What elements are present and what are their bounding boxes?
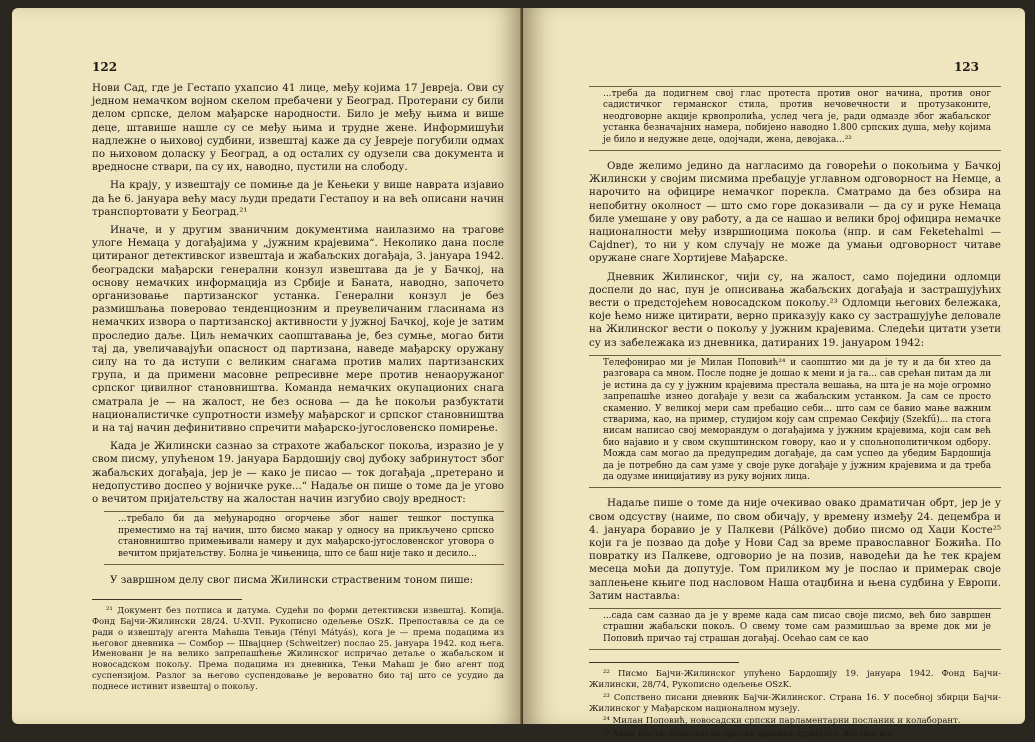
block-quote: Телефонирао ми је Милан Поповић²⁴ и саопштио ми да је ту и да би хтео да разговара са мном. После подне је дошао к мени и ја га... сав срећан питам да ли је истина да су у јужним крајевима престала вешања, на шта је на моје огромно запрепашће изнео догађаје у вези са жабаљским устанком. Ја сам се просто скаменио. У великој мери сам пребацио себи... што сам се бавио мање важним стварима, као, на пример, студијом коју сам спремао Секфију (Szekfű)... па стога нисам написао свој меморандум о догађајима у јужним крајевима, који сам већ био најавио и у свом скупштинском говору, као и у спољнополитичком одбору. Можда сам могао да предупредим догађаје, да сам успео да убедим Бардошија да је потребно да сам узме у своје руке догађаје у јужним крајевима и да треба да одузме иницијативу из руку војних лица.: [589, 355, 1001, 488]
footnote: ²² Писмо Бајчи-Жилинског упућено Бардошију 19. јануара 1942. Фонд Бајчи-Жилински, 28/74, Рукописно одељење OSzK.: [589, 669, 1001, 690]
block-quote: ...сада сам сазнао да је у време када сам писао своје писмо, већ био завршен страшни жабаљски покољ. О свему томе сам размишљао за време док ми је Поповић причао тај страшан догађај. Осећао сам се као: [589, 608, 1001, 650]
paragraph: Надаље пише о томе да није очекивао овако драматичан обрт, јер је у свом одсуству (наиме, по свом обичају, у времену између 24. децембра и 4. јануара боравио је у Палкеви (Pálköve) добио писмо од Хаџи Косте²⁵ који га је позвао да дође у Нови Сад за време православног Божића. По повратку из Палкеве, одговорио је на позив, наводећи да ће тек крајем месеца моћи да допутује. Том приликом му је послао и примерак своје заплењене књиге под насловом Нашa отаџбина и њена судбина у Европи. Затим наставља:: [589, 497, 1001, 602]
footnote: ²¹ Документ без потписа и датума. Судећи по форми детективски извештај. Копија. Фонд Бајчи-Жилински 28/24. U-XVII. Рукописно одељење OSzK. Препостављa се да се ради о извештају агента Маћаша Тењија (Tényi Mátyás), кога је — према подацима из његовог дневника — Сомбор — Швајцнер (Schweitzer) послао 25. јануара 1942. код њега. Именовани је на велико запрепашћење Жилинског испричао детаље о жабаљском и новосадском покољу. Према подацима из дневника, Тењи Маћаш је био агент под суспензијом. Разлог за његово суспендовање је вероватно био тај што се усудио да поднесе истинит извештај о покољу.: [92, 606, 504, 692]
footnote: ²⁵ Хаџи Коста, новосадски српски адвокат, пријатељ Жилинског.: [603, 729, 897, 740]
right-page: [523, 8, 1025, 740]
paragraph: Дневник Жилинског, чији су, на жалост, само поједини одломци доспели до нас, пун је описивања жабаљских догађаја и застрашујућих вести о предстојећем новосадском покољу.²³ Одломци његових бележака, које ћемо ниже цитирати, верно приказују како су застрашујуће деловале на Жилинског вести о покољу у јужним крајевима. Следећи цитати узети су из забележака из дневника, датираних 19. јануаром 1942:: [589, 270, 1001, 349]
right-page-content: [589, 60, 1001, 742]
left-page-content: [92, 60, 504, 695]
paragraph: Овде желимо једино да нагласимо да говорећи о покољима у Бачкој Жилински у својим писмима пребацује углавном одговорност на Немце, а нарочито на официре немачког порекла. Сматрамо да без обзира на непобитну околност — што смо горе доказивали — да су и руке Немаца биле умешане у ову работу, а да се нашао и велики број официра немачке националности међу извршиоцима покоља (нпр. и сам Feketehalmi — Cajdner), то ни у ком случају не може да умањи одговорност читаве оружане снаге Хортијеве Мађарске.: [589, 160, 1001, 265]
paragraph: Нови Сад, где је Гестапо ухапсио 41 лице, међу којима 17 Јевреја. Ови су једном немачком војном скелом пребачени у Београд. Протерани су били делом српске, делом мађарске народности. Било је међу њима и више деце, штавише нашле су се међу њима и трудне жене. Информишући надлежне о њиховој судбини, извештај каже да су Јевреје погубили одмах по њиховом доласку у Београд, а од осталих су одузели сва документа и вредносне ствари, па су их, наводно, пустили на слободу.: [92, 82, 504, 174]
paragraph: Иначе, и у другим званичним документима наилазимо на трагове улоге Немаца у догађајима у „јужним крајевима“. Неколико дана после цитираног детективског извештаја и жабаљских догађаја, 3. јануара 1942. београдски мађарски генерални конзул извештава да је у Бачкој, на основу немачких информација из Србије и Баната, наводно, започето организовање партизанског устанка. Генерални конзул је без размишљања поверовао тенденциозним и преувеличаним гласинама из немачких извора о партизанској активности у јужној Бачкој, које је затим проследио даље. Циљ немачких саопштавања је, без сумње, могао бити тај да, увеличавајући опасност од партизана, наведе мађарску оружану силу на то да иступи с великим снагама против малих партизанских група, и да примени масовне репресивне мере против ненаоружаног српског цивилног становништва. Команда немачких окупационих снага сматрала је — на жалост, не без основа — да ће покољи разбуктати националистичке супротности између мађарског и српског становништва и на тај начин дефинитивно спречити мађарско-југословенско помирење.: [92, 224, 504, 435]
footnote-rule: [589, 662, 739, 663]
paragraph: На крају, у извештају се помиње да је Кењеки у више наврата изјавио да ће 6. јануара већу масу људи предати Гестапоу и на већ описани начин транспортовати у Београд.²¹: [92, 179, 504, 218]
footnote-rule: [92, 599, 242, 600]
footnote: ²³ Сопствено писани дневник Бајчи-Жилинског. Страна 16. У посебној збирци Бајчи-Жилинског у Мађарском националном музеју.: [589, 692, 1001, 714]
block-quote: ...требало би да међународно огорчење због нашег тешког поступка преместимо на тај начин, што бисмо макар у односу на прикључено српско становништво примењивали намеру и дух мађарско-југословенског уговора о вечитом пријатељству. Болна је чињеница, што се баш није тако и десило...: [104, 511, 504, 565]
block-quote: ...треба да подигнем свој глас протеста против оног начина, против оног садистичког германског стила, против нечовечности и протузаконите, неодговорне акције крвопролића, услед чега је, ради одмазде због жабаљског устанка безначајних намера, побијено наводно 1.800 српских душа, међу којима је било и недужне деце, одојчади, жена, девојака...²²: [589, 86, 1001, 151]
footnote: ²⁴ Милан Поповић, новосадски српски парламентарни посланик и колаборант.: [603, 716, 961, 727]
paragraph: Када је Жилински сазнао за страхоте жабаљског покоља, изразио је у свом писму, упућеном 19. јануара Бардошију свој дубоку забринутост због жабаљских догађаја, јер је — како је писао — ток догађаја „претерано и недопустиво доспео у војничке руке...“ Надаље он пише о томе да је угово о вечитом пријатељству на жалостан начин изгубио своју вредност:: [92, 440, 504, 506]
page-number-right: 123: [953, 60, 979, 74]
left-page: [12, 8, 522, 724]
paragraph: У завршном делу свог писма Жилински страственим тоном пише:: [110, 573, 474, 586]
page-number-left: 122: [92, 60, 118, 74]
